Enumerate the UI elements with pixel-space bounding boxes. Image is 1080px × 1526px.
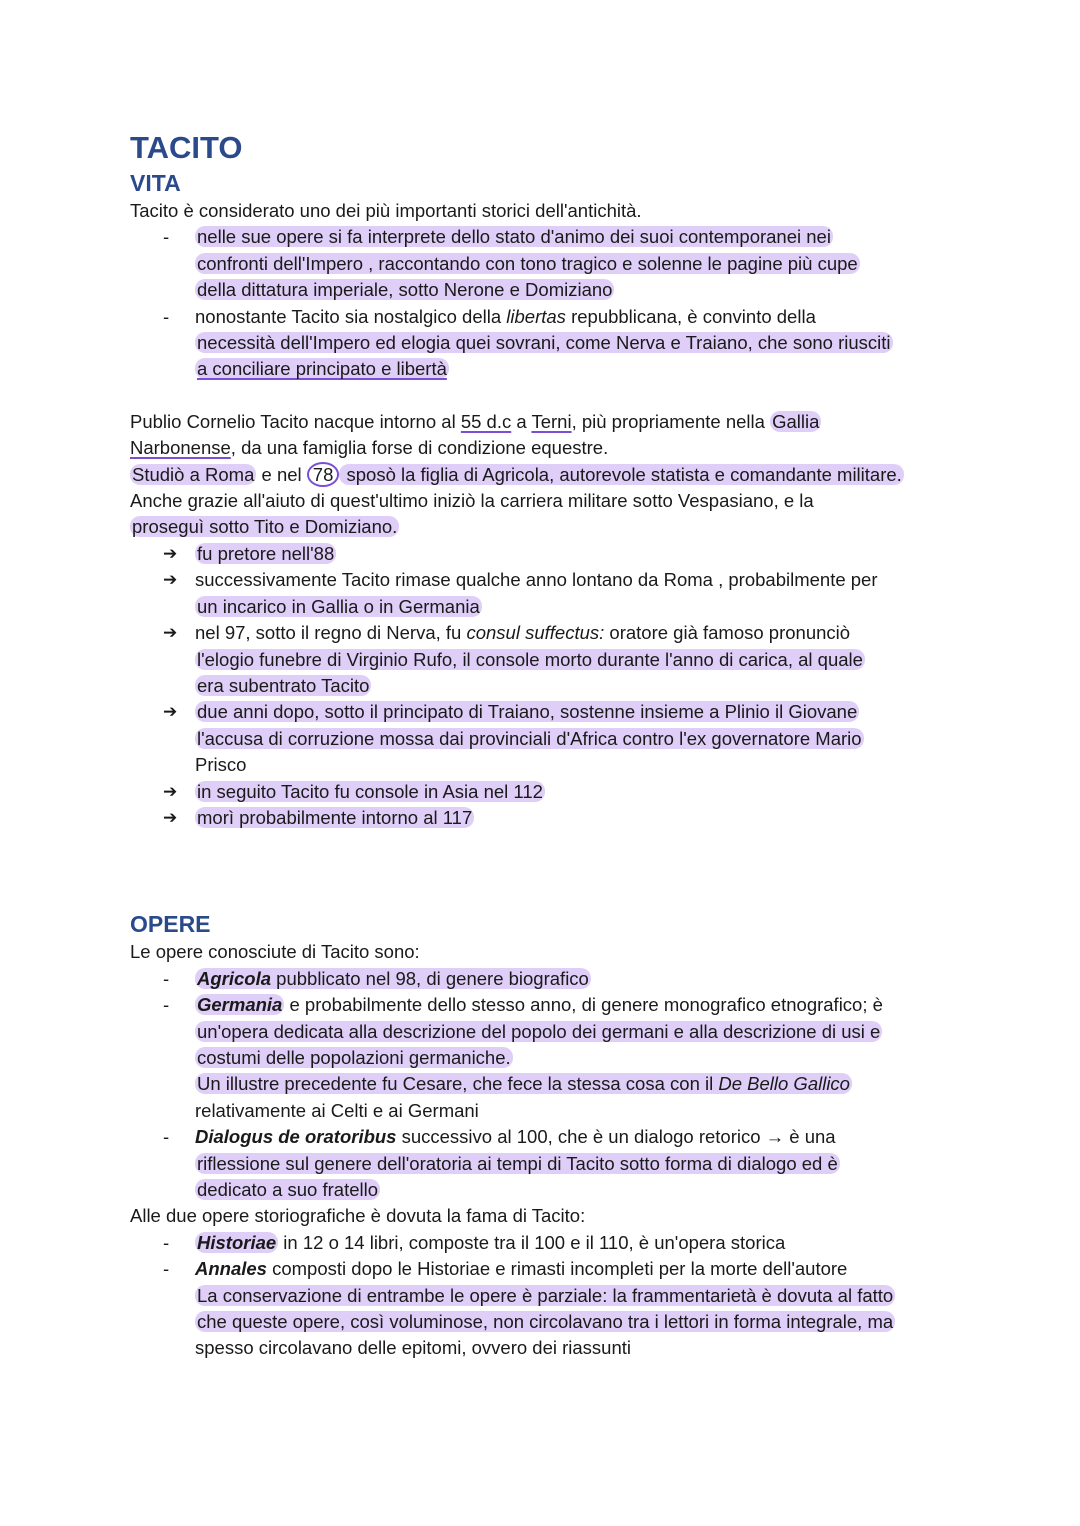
list-item: ➔ fu pretore nell'88 [130,541,960,567]
section-heading-opere: OPERE [130,911,211,938]
list-item: - Historiae in 12 o 14 libri, composte tra il 100 e il 110, è un'opera storica [130,1230,960,1256]
list-item: - nonostante Tacito sia nostalgico della libertas repubblicana, è convinto della necessità dell'Impero ed elogia quei sovrani, come Nerva e Traiano, che sono riusciti a conciliare principato e libertà [130,304,960,383]
list-item: ➔ nel 97, sotto il regno di Nerva, fu consul suffectus: oratore già famoso pronunciò l'elogio funebre di Virginio Rufo, il console morto durante l'anno di carica, al quale era subentrato Tacito [130,620,960,699]
opere-intro: Le opere conosciute di Tacito sono: [130,941,420,963]
works-list [130,966,960,1204]
list-item: - Annales composti dopo le Historiae e rimasti incompleti per la morte dell'autore La conservazione di entrambe le opere è parziale: la frammentarietà è dovuta al fatto che queste opere, così voluminose, non circolavano tra i lettori in forma integrale, ma spesso circolavano delle epitomi, ovvero dei riassunti [130,1256,960,1362]
bio-paragraph: Publio Cornelio Tacito nacque intorno al 55 d.c a Terni, più propriamente nella Gallia [130,410,820,432]
list-item: ➔ successivamente Tacito rimase qualche anno lontano da Roma , probabilmente per un incarico in Gallia o in Germania [130,567,960,620]
vita-intro: Tacito è considerato uno dei più importanti storici dell'antichità. [130,200,642,221]
list-item: - Germania e probabilmente dello stesso anno, di genere monografico etnografico; è un'opera dedicata alla descrizione del popolo dei germani e alla descrizione di usi e costumi delle popolazioni germaniche. Un illustre precedente fu Cesare, che fece la stessa cosa con il De Bello Gallico relativamente ai Celti e ai Germani [130,992,960,1124]
list-item: ➔ in seguito Tacito fu console in Asia nel 112 [130,779,960,805]
career-list [130,541,960,831]
list-item: - Agricola pubblicato nel 98, di genere biografico [130,966,960,992]
vita-bullet-list [130,224,960,382]
section-heading-vita: VITA [130,170,181,196]
historiographic-list [130,1230,960,1362]
document-page: TACITO VITA Tacito è considerato uno dei più importanti storici dell'antichità. - nelle sue opere si fa interprete dello stato d'animo dei suoi contemporanei nei confronti dell'Impero , raccontando con tono tragico e solenne le pagine più cupe della dittatura imperiale, sotto Nerone e Domiziano - nonostante Tacito sia nostalgico della libertas repubblicana, è convinto della necessità dell'Impero ed elogia quei sovrani, come Nerva e Traiano, che sono riusciti a conciliare principato e libertà Publio Cornelio Tacito nacque intorno al 55 d.c a Terni, più propriamente nella Gallia Narbonense, da una famiglia forse di condizione equestre. Studiò a Roma e nel 78 sposò la figlia di Agricola, autorevole statista e comandante militare. Anche grazie all'aiuto di quest'ultimo iniziò la carriera militare sotto Vespasiano, e la proseguì sotto Tito e Domiziano. ➔ fu pretore nell'88 ➔ successivamente Tacito rimase qualche anno lontano da Roma , probabilmente per un incarico in Gallia o in Germania ➔ nel 97, sotto il regno di Nerva, fu consul suffectus: oratore già famoso pronunciò l'elogio funebre di Virginio Rufo, il console morto durante l'anno di carica, al quale era subentrato Tacito ➔ due anni dopo, sotto il principato di Traiano, sostenne insieme a Plinio il Giovane l'accusa di corruzione mossa dai provinciali d'Africa contro l'ex governatore Mario Prisco ➔ in seguito Tacito fu console in Asia nel 112 ➔ morì probabilmente intorno al 117 OPERE Le opere conosciute di Tacito sono: - Agricola pubblicato nel 98, di genere biografico - Germania e probabilmente dello stesso anno, di genere monografico etnografico; è un'opera dedicata alla descrizione del popolo dei germani e alla descrizione di usi e costumi delle popolazioni germaniche. Un illustre precedente fu Cesare, che fece la stessa cosa con il De Bello Gallico relativamente ai Celti e ai Germani - Dialogus de oratoribus successivo al 100, che è un dialogo retorico → è una riflessione sul genere dell'oratoria ai tempi di Tacito sotto forma di dialogo ed è dedicato a suo fratello Alle due opere storiografiche è dovuta la fama di Tacito: - Historiae in 12 o 14 libri, composte tra il 100 e il 110, è un'opera storica - Annales composti dopo le Historiae e rimasti incompleti per la morte dell'autore La conservazione di entrambe le opere è parziale: la frammentarietà è dovuta al fatto che queste opere, così voluminose, non circolavano tra i lettori in forma integrale, ma spesso circolavano delle epitomi, ovvero dei riassunti [130,128,960,1362]
list-item: - Dialogus de oratoribus successivo al 100, che è un dialogo retorico → è una riflessione sul genere dell'oratoria ai tempi di Tacito sotto forma di dialogo ed è dedicato a suo fratello [130,1124,960,1203]
list-item: ➔ due anni dopo, sotto il principato di Traiano, sostenne insieme a Plinio il Giovane l'accusa di corruzione mossa dai provinciali d'Africa contro l'ex governatore Mario Prisco [130,699,960,778]
historiographic-intro: Alle due opere storiografiche è dovuta la fama di Tacito: [130,1205,586,1227]
list-item: - nelle sue opere si fa interprete dello stato d'animo dei suoi contemporanei nei confronti dell'Impero , raccontando con tono tragico e solenne le pagine più cupe della dittatura imperiale, sotto Nerone e Domiziano [130,224,960,303]
list-item: ➔ morì probabilmente intorno al 117 [130,805,960,831]
page-title: TACITO [130,130,243,165]
